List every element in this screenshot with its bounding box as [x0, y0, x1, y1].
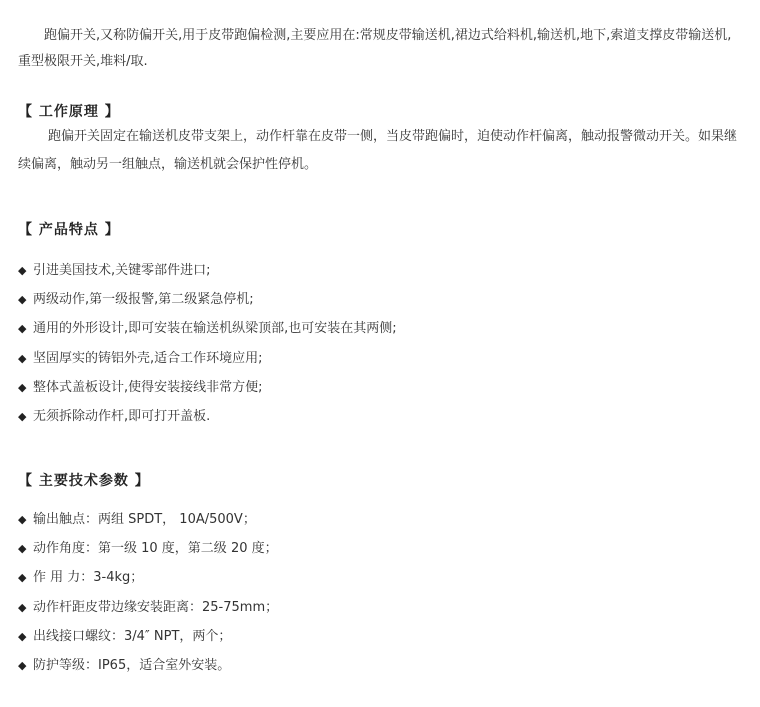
feature-text: 坚固厚实的铸铝外壳,适合工作环境应用; [33, 350, 263, 366]
spec-text: 动作角度：第一级 10 度，第二级 20 度； [33, 541, 278, 557]
diamond-bullet-icon: ◆ [18, 264, 27, 277]
diamond-bullet-icon: ◆ [18, 293, 27, 307]
list-item [18, 563, 278, 592]
list-item [18, 344, 397, 373]
diamond-bullet-icon: ◆ [18, 351, 27, 365]
list-item [18, 285, 397, 314]
diamond-bullet-icon: ◆ [18, 409, 27, 423]
feature-text: 两级动作,第一级报警,第二级紧急停机; [33, 292, 254, 308]
list-item [18, 402, 397, 431]
list-item [18, 622, 278, 651]
diamond-bullet-icon: ◆ [18, 513, 27, 526]
list-item [18, 534, 278, 563]
list-item [18, 593, 278, 622]
spec-text: 防护等级：IP65，适合室外安装。 [33, 657, 231, 673]
diamond-bullet-icon: ◆ [18, 322, 27, 336]
diamond-bullet-icon: ◆ [18, 658, 27, 672]
features-list [18, 256, 397, 431]
list-item [18, 373, 397, 402]
spec-text: 输出触点：两组 SPDT， 10A/500V； [33, 512, 256, 527]
list-item [18, 256, 397, 285]
list-item [18, 314, 397, 343]
feature-text: 通用的外形设计,即可安装在输送机纵梁顶部,也可安装在其两侧; [33, 321, 397, 337]
spec-text: 出线接口螺纹：3/4″ NPT，两个； [33, 628, 232, 644]
features-heading: 【 产品特点 】 [18, 222, 120, 238]
list-item [18, 505, 278, 534]
diamond-bullet-icon: ◆ [18, 571, 27, 585]
diamond-bullet-icon: ◆ [18, 600, 27, 614]
feature-text: 整体式盖板设计,使得安装接线非常方便; [33, 379, 263, 395]
feature-text: 引进美国技术,关键零部件进口; [33, 263, 211, 278]
diamond-bullet-icon: ◆ [18, 380, 27, 394]
diamond-bullet-icon: ◆ [18, 542, 27, 556]
specs-heading: 【 主要技术参数 】 [18, 473, 150, 489]
principle-heading: 【 工作原理 】 [18, 104, 120, 120]
list-item [18, 651, 278, 680]
diamond-bullet-icon: ◆ [18, 629, 27, 643]
principle-paragraph: 跑偏开关固定在输送机皮带支架上，动作杆靠在皮带一侧，当皮带跑偏时，迫使动作杆偏离，触动报警微动开关。如果继续偏离，触动另一组触点，输送机就会保护性停机。 [18, 129, 738, 172]
intro-paragraph: 跑偏开关,又称防偏开关,用于皮带跑偏检测,主要应用在:常规皮带输送机,裙边式给料机,输送机,地下,索道支撑皮带输送机,重型极限开关,堆料/取. [18, 28, 732, 69]
spec-text: 作 用 力：3-4kg； [33, 570, 144, 586]
spec-text: 动作杆距皮带边缘安装距离：25-75mm； [33, 599, 279, 615]
specs-list [18, 505, 278, 680]
feature-text: 无须拆除动作杆,即可打开盖板. [33, 408, 211, 424]
